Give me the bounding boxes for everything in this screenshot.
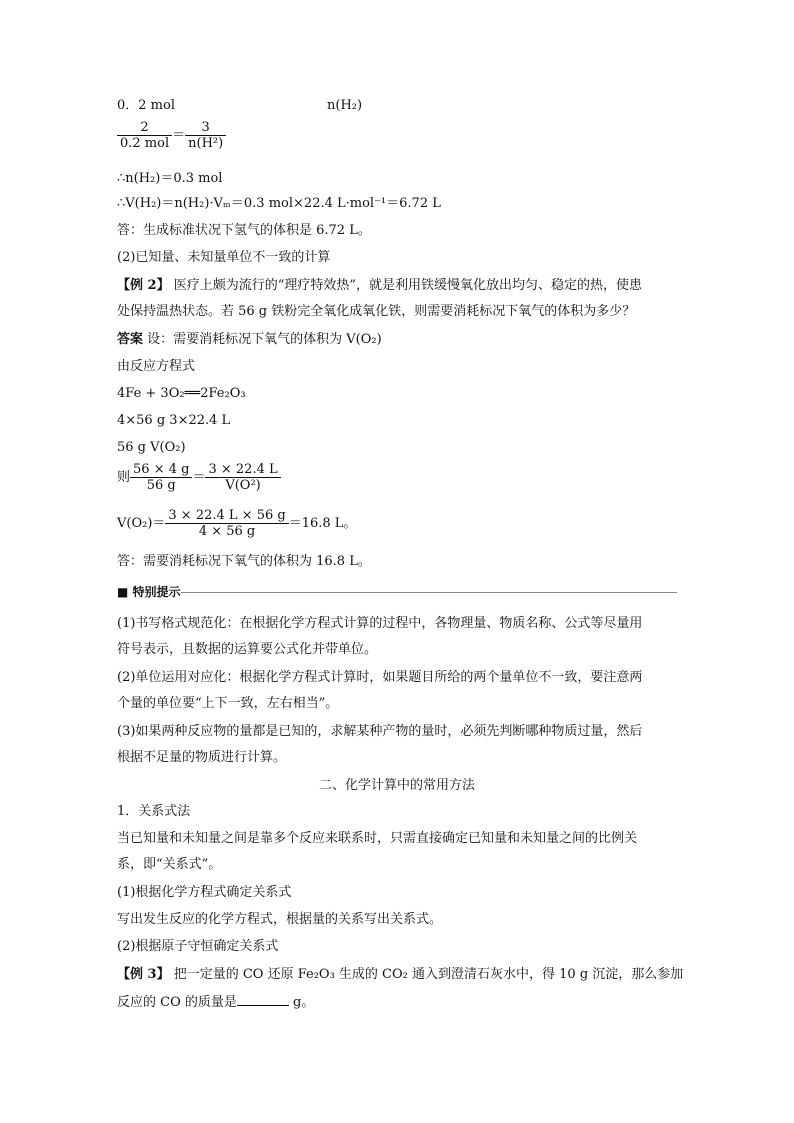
tip-item-2b: 个量的单位要“上下一致，左右相当”。 <box>117 696 339 711</box>
result-volume-h2: ∴V(H₂)＝n(H₂)·Vₘ＝0.3 mol×22.4 L·mol⁻¹＝6.72 L <box>117 196 441 211</box>
method-sub-1-text: 写出发生反应的化学方程式，根据量的关系写出关系式。 <box>117 912 443 927</box>
method-text-2: 系，即“关系式”。 <box>117 857 222 872</box>
volume-o2-calc: V(O₂)＝ $\frac{3 \times 22.4 L \times 56 g}{4 \times 56 g}$ ＝16.8 L。 <box>117 508 357 539</box>
example-2-line-1: 【例 2】 医疗上颇为流行的“理疗特效热”，就是利用铁缓慢氧化放出均匀、稳定的热，使患 <box>117 278 643 293</box>
fraction-volume: $\frac{3 \times 22.4 L \times 56 g}{4 \times 56 g}$ <box>165 508 288 539</box>
ratio-line-moles <box>117 97 363 115</box>
fraction-o2: $\frac{3 \times 22.4 L}{\text{V(O²)}}$ <box>205 462 280 493</box>
example-tag: 【例 2】 <box>117 278 170 293</box>
method-sub-1: (1)根据化学方程式确定关系式 <box>117 885 292 900</box>
proportion-line-2: 则 $\frac{56 \times 4 g}{56 g}$ ＝ $\frac{3 \times 22.4 L}{\text{V(O²)}}$ <box>117 462 281 493</box>
tip-label: ■ 特别提示 <box>117 583 187 600</box>
tip-item-1b: 符号表示，且数据的运算要公式化并带单位。 <box>117 642 378 657</box>
example-3-line-2: 反应的 CO 的质量是 g。 <box>117 995 315 1010</box>
tip-item-3b: 根据不足量的物质进行计算。 <box>117 750 287 765</box>
tip-item-1a: (1)书写格式规范化：在根据化学方程式计算的过程中，各物理量、物质名称、公式等尽量用 <box>117 616 643 631</box>
tip-divider <box>181 592 677 593</box>
equation-quantities: 4×56 g 3×22.4 L <box>117 413 231 428</box>
answer-tag: 答案 <box>117 332 144 347</box>
equation-line: 4Fe + 3O₂══2Fe₂O₃ <box>117 386 246 401</box>
fraction-fe: $\frac{56 \times 4 g}{56 g}$ <box>130 462 192 493</box>
tip-item-3a: (3)如果两种反应物的量都是已知的，求解某种产物的量时，必须先判断哪种物质过量，然后 <box>117 724 643 739</box>
result-moles-h2: ∴n(H₂)＝0.3 mol <box>117 171 223 186</box>
answer-line-2: 答：需要消耗标况下氧气的体积为 16.8 L。 <box>117 554 371 569</box>
method-sub-2: (2)根据原子守恒确定关系式 <box>117 939 279 954</box>
moles-fe-value: 0．2 mol <box>117 98 175 113</box>
proportion-line-1: $\frac{2}{\text{0.2 mol}}$ ＝ $\frac{3}{\text{n(H²)}}$ <box>117 120 226 151</box>
tip-item-2a: (2)单位运用对应化：根据化学方程式计算时，如果题目所给的两个量单位不一致，要注意两 <box>117 670 643 685</box>
fraction-left: $\frac{2}{\text{0.2 mol}}$ <box>117 120 172 151</box>
example-3-line-1: 【例 3】 把一定量的 CO 还原 Fe₂O₃ 生成的 CO₂ 通入到澄清石灰水中，得 10 g 沉淀，那么参加 <box>117 967 684 982</box>
example-2-line-2: 处保持温热状态。若 56 g 铁粉完全氧化成氧化铁，则需要消耗标况下氧气的体积为多少？ <box>117 304 636 319</box>
section-title: 二、化学计算中的常用方法 <box>318 778 475 793</box>
moles-h2-label: n(H₂) <box>327 98 363 113</box>
fraction-right: $\frac{3}{\text{n(H²)}}$ <box>185 120 226 151</box>
method-heading: 1．关系式法 <box>117 804 191 819</box>
answer-line-1: 答：生成标准状况下氢气的体积是 6.72 L。 <box>117 223 371 238</box>
method-text-1: 当已知量和未知量之间是靠多个反应来联系时，只需直接确定已知量和未知量之间的比例关 <box>117 831 638 846</box>
equation-unknowns: 56 g V(O₂) <box>117 440 186 455</box>
tip-header <box>117 583 677 601</box>
answer-setup: 答案 设：需要消耗标况下氧气的体积为 V(O₂) <box>117 332 382 347</box>
answer-blank <box>237 993 289 1006</box>
example-tag: 【例 3】 <box>117 967 170 982</box>
equation-intro: 由反应方程式 <box>117 359 196 374</box>
subheading-units: (2)已知量、未知量单位不一致的计算 <box>117 250 331 265</box>
